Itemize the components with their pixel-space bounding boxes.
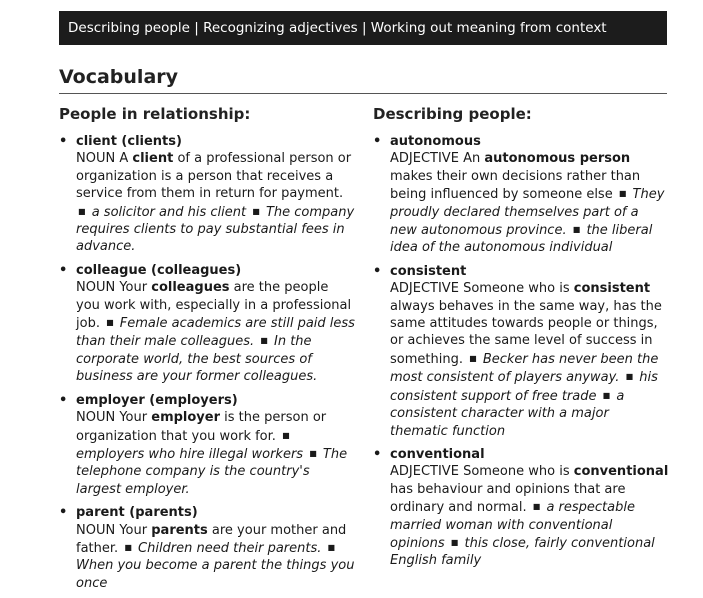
- example-separator-icon: ■: [450, 537, 459, 547]
- list-item: [59, 262, 355, 386]
- definition-text: are the people you work with, especially in a professional job.: [76, 280, 352, 332]
- example-sentence: In the corporate world, the best sources of business are your former colleagues.: [76, 334, 318, 385]
- definition-keyword: colleagues: [151, 280, 230, 296]
- example-sentence: Children need their parents.: [138, 540, 322, 556]
- part-of-speech: NOUN: [76, 280, 116, 296]
- definition-keyword: parents: [151, 522, 208, 538]
- example-sentence: employers who hire illegal workers: [76, 446, 304, 462]
- definition: [390, 280, 669, 440]
- part-of-speech: NOUN: [76, 410, 116, 426]
- definition: [76, 409, 355, 498]
- list-item: [373, 133, 669, 257]
- definition-keyword: client: [132, 151, 174, 167]
- example-sentence: The company requires clients to pay substantial fees in advance.: [76, 204, 355, 255]
- column-people-in-relationship: [59, 104, 355, 598]
- headword: colleague (colleagues): [76, 262, 242, 278]
- headword: autonomous: [390, 134, 481, 149]
- definition-keyword: consistent: [573, 281, 651, 297]
- definition-lead: Someone who is: [463, 464, 570, 480]
- definition-keyword: employer: [151, 410, 221, 426]
- bullet-icon: •: [373, 134, 382, 149]
- definition-text: is the person or organization that you work for.: [76, 410, 327, 444]
- list-item: [59, 392, 355, 498]
- example-sentence: the liberal idea of the autonomous individual: [390, 223, 653, 256]
- example-separator-icon: ■: [309, 448, 317, 458]
- column-describing-people: [373, 104, 669, 576]
- example-separator-icon: ■: [260, 336, 268, 346]
- definition-keyword: conventional: [573, 464, 669, 480]
- list-item: [59, 133, 355, 256]
- example-sentence: a respectable married woman with conventional opinions: [390, 500, 635, 551]
- definition-lead: A: [119, 151, 129, 167]
- example-separator-icon: ■: [327, 542, 336, 552]
- definition-text: are your mother and father.: [76, 522, 347, 556]
- bullet-icon: •: [59, 262, 68, 278]
- part-of-speech: NOUN: [76, 522, 116, 538]
- list-item: [373, 263, 669, 440]
- headword: parent (parents): [76, 505, 198, 521]
- example-separator-icon: ■: [602, 390, 611, 400]
- entry-list: [373, 133, 669, 570]
- example-separator-icon: ■: [532, 502, 541, 512]
- definition: [390, 150, 669, 256]
- definition-text: makes their own decisions rather than being influenced by someone else: [390, 168, 641, 203]
- definition-lead: Your: [119, 280, 148, 296]
- headword: employer (employers): [76, 392, 238, 408]
- example-sentence: Becker has never been the most consistent of players anyway.: [390, 351, 659, 386]
- column-heading: People in relationship:: [59, 105, 251, 123]
- entry-list: [59, 133, 355, 592]
- headword: conventional: [390, 446, 485, 462]
- section-title: Vocabulary: [59, 66, 179, 88]
- part-of-speech: NOUN: [76, 151, 116, 167]
- example-separator-icon: ■: [106, 318, 114, 328]
- definition-lead: Someone who is: [463, 281, 570, 297]
- bullet-icon: •: [59, 505, 68, 521]
- definition: [76, 522, 355, 593]
- example-separator-icon: ■: [252, 206, 260, 216]
- example-separator-icon: ■: [618, 189, 627, 199]
- bullet-icon: •: [59, 134, 68, 149]
- definition-text: always behaves in the same way, has the same attitudes towards people or things, or achieves the same level of success in something.: [390, 298, 662, 367]
- example-separator-icon: ■: [124, 542, 132, 552]
- example-sentence: a solicitor and his client: [91, 204, 247, 220]
- example-separator-icon: ■: [625, 372, 634, 382]
- column-heading: Describing people:: [373, 105, 532, 123]
- example-sentence: The telephone company is the country's largest employer.: [76, 446, 348, 497]
- definition-lead: An: [463, 151, 481, 167]
- example-separator-icon: ■: [282, 430, 290, 440]
- definition-keyword: autonomous person: [484, 151, 631, 167]
- list-item: [373, 446, 669, 570]
- example-sentence: When you become a parent the things you once: [76, 558, 355, 591]
- example-sentence: his consistent support of free trade: [390, 370, 658, 404]
- part-of-speech: ADJECTIVE: [390, 151, 459, 167]
- definition-lead: Your: [119, 410, 148, 426]
- example-separator-icon: ■: [469, 353, 477, 363]
- example-sentence: this close, fairly conventional English family: [390, 535, 655, 569]
- example-separator-icon: ■: [572, 225, 581, 235]
- definition-text: of a professional person or organization is a person that receives a service from them in return for payment.: [76, 151, 352, 202]
- definition: [76, 150, 355, 255]
- definition: [390, 463, 669, 569]
- part-of-speech: ADJECTIVE: [390, 464, 459, 480]
- example-sentence: Female academics are still paid less than their male colleagues.: [76, 316, 355, 350]
- example-separator-icon: ■: [78, 206, 86, 216]
- definition-lead: Your: [119, 522, 148, 538]
- bullet-icon: •: [373, 263, 382, 279]
- section-divider: [59, 93, 667, 94]
- headword: consistent: [390, 263, 467, 279]
- headword: client (clients): [76, 134, 182, 149]
- example-sentence: They proudly declared themselves part of a new autonomous province.: [390, 187, 665, 239]
- example-sentence: a consistent character with a major thematic function: [390, 388, 625, 439]
- topic-banner: Describing people | Recognizing adjectives | Working out meaning from context: [59, 11, 667, 45]
- bullet-icon: •: [59, 392, 68, 408]
- definition: [76, 279, 355, 385]
- definition-text: has behaviour and opinions that are ordinary and normal.: [390, 481, 626, 516]
- list-item: [59, 504, 355, 592]
- part-of-speech: ADJECTIVE: [390, 281, 459, 297]
- bullet-icon: •: [373, 446, 382, 462]
